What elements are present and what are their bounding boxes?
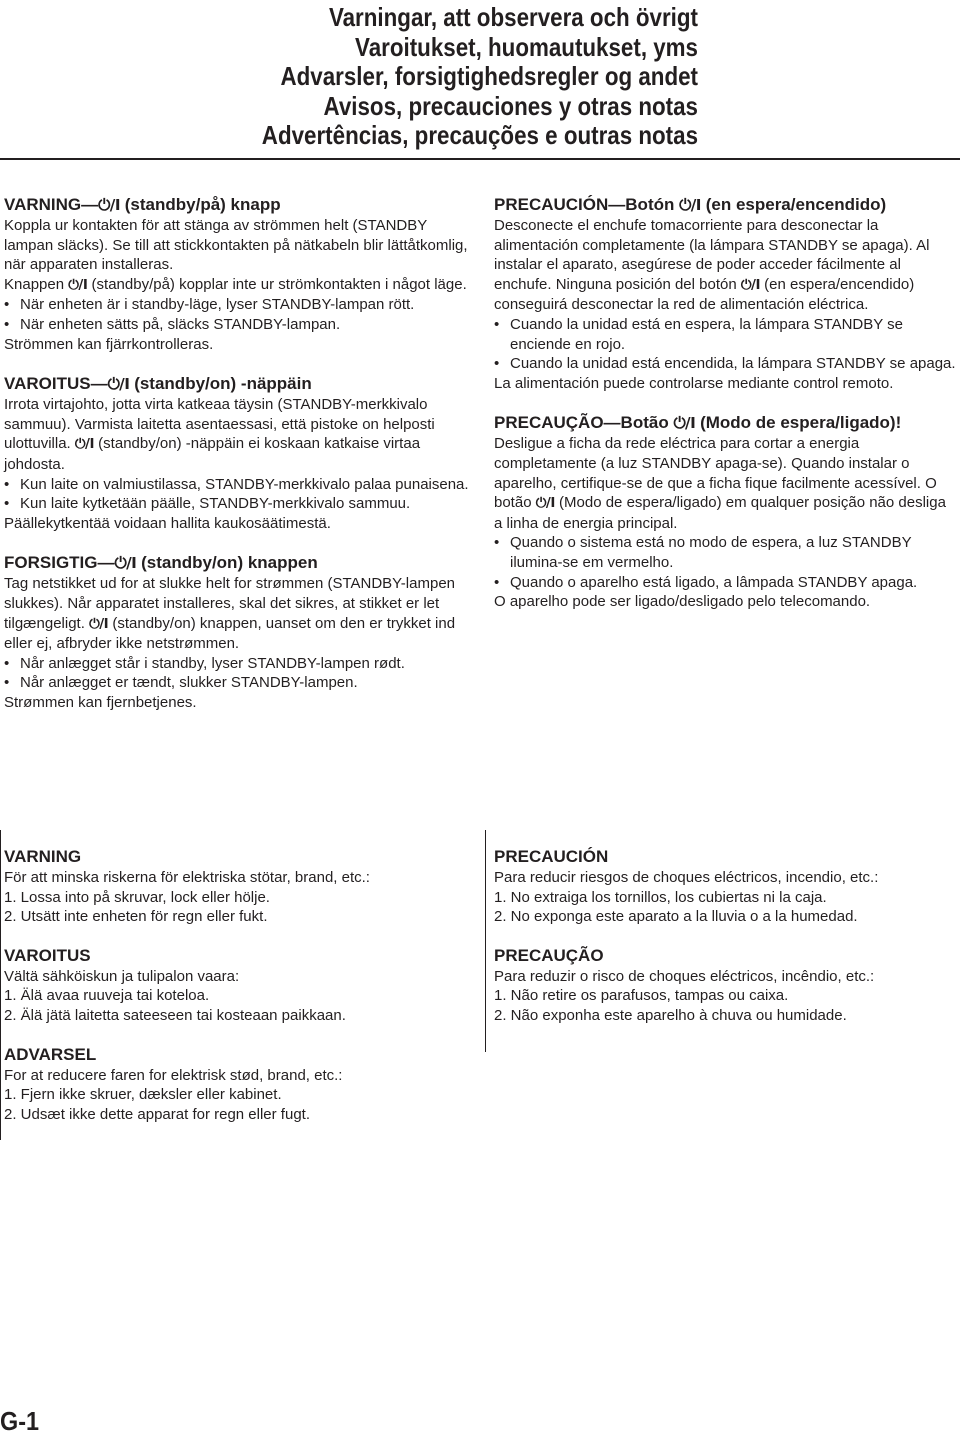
warning-line: 1. No extraiga los tornillos, los cubiertas ni la caja. — [494, 888, 827, 906]
section-heading — [4, 373, 469, 395]
section-heading — [494, 412, 956, 434]
text: Desligue a ficha da rede eléctrica para cortar a energia completamente (a luz STANDBY apaga-se). Quando instalar o aparelho, certifique-se de que a ficha fique facilmente acessível. O botão — [494, 435, 937, 512]
section-danish — [4, 552, 469, 712]
heading-text: FORSIGTIG— — [4, 553, 115, 573]
title-line-fi: Varoitukset, huomautukset, yms — [355, 31, 698, 62]
bullet-item: • Når anlægget er tændt, slukker STANDBY-lampen. — [4, 673, 469, 693]
power-standby-icon: ⏻/I — [68, 276, 88, 293]
bullet-item: • Når anlægget står i standby, lyser STANDBY-lampen rødt. — [4, 654, 469, 674]
heading-text: VARNING— — [4, 195, 99, 214]
warning-line: 2. No exponga este aparato a la lluvia o a la humedad. — [494, 908, 858, 926]
warning-line: Vältä sähköiskun ja tulipalon vaara: — [4, 967, 240, 985]
paragraph — [4, 395, 469, 474]
warning-precaucion — [494, 846, 956, 927]
bullet-item: • Cuando la unidad está encendida, la lámpara STANDBY se apaga. — [494, 354, 956, 374]
bullet-item: • Quando o aparelho está ligado, a lâmpada STANDBY apaga. — [494, 573, 956, 593]
title-line-pt: Advertências, precauções e outras notas — [261, 120, 698, 150]
heading-text: PRECAUÇÃO—Botão — [494, 413, 674, 433]
bullet-item: • Kun laite on valmiustilassa, STANDBY-merkkivalo palaa punaisena. — [4, 475, 469, 495]
warning-box-right-rule — [485, 830, 486, 1052]
warning-heading: PRECAUCIÓN — [494, 847, 609, 866]
warning-line: 2. Não exponha este aparelho à chuva ou humidade. — [494, 1006, 847, 1024]
text: (standby/on) -näppäin ei koskaan katkaise virtaa johdosta. — [4, 435, 421, 473]
bullet-item: • Cuando la unidad está en espera, la lámpara STANDBY se enciende en rojo. — [494, 315, 956, 354]
power-standby-icon: ⏻/I — [98, 196, 121, 214]
section-swedish — [4, 194, 469, 354]
paragraph: O aparelho pode ser ligado/desligado pelo telecomando. — [494, 593, 871, 611]
text: (Modo de espera/ligado) em qualquer posição não desliga a linha de energia principal. — [494, 494, 946, 532]
warnings-right — [494, 846, 956, 1044]
text: (en espera/encendido) conseguirá desconectar la red de alimentación eléctrica. — [494, 275, 915, 314]
title-divider — [0, 158, 960, 160]
warning-line: 1. Älä avaa ruuveja tai koteloa. — [4, 987, 210, 1005]
bullet-item: • Quando o sistema está no modo de espera, a luz STANDBY ilumina-se em vermelho. — [494, 533, 956, 572]
power-standby-icon: ⏻/I — [89, 615, 109, 632]
heading-text: PRECAUCIÓN—Botón — [494, 195, 680, 214]
paragraph: Strömmen kan fjärrkontrolleras. — [4, 335, 214, 353]
paragraph: Päällekytkentää voidaan hallita kaukosäätimestä. — [4, 514, 331, 532]
warning-line: För att minska riskerna för elektriska stötar, brand, etc.: — [4, 869, 370, 886]
title-line-sv: Varningar, att observera och övrigt — [328, 2, 698, 32]
warning-line: 1. Lossa into på skruvar, lock eller hölje. — [4, 888, 270, 906]
power-standby-icon: ⏻/I — [740, 276, 760, 293]
paragraph: Strømmen kan fjernbetjenes. — [4, 693, 197, 711]
warning-heading: ADVARSEL — [4, 1044, 97, 1064]
warning-line: 1. Não retire os parafusos, tampas ou caixa. — [494, 987, 789, 1005]
text: Tag netstikket ud for at slukke helt for strømmen (STANDBY-lampen slukkes). Når apparatet installeres, skal det sikres, at stikket er let tilgængeligt. — [4, 575, 456, 632]
bullet-item: • När enheten sätts på, släcks STANDBY-lampan. — [4, 315, 469, 335]
paragraph — [4, 574, 469, 653]
page-title — [98, 3, 698, 151]
section-heading — [4, 194, 469, 216]
power-standby-icon: ⏻/I — [114, 554, 137, 573]
bullet-item: • Kun laite kytketään päälle, STANDBY-merkkivalo sammuu. — [4, 494, 469, 514]
paragraph — [4, 275, 469, 296]
title-line-da: Advarsler, forsigtighedsregler og andet — [280, 61, 698, 91]
text: (standby/on) knappen, uanset om den er trykket ind eller ej, afbryder ikke netstrømmen. — [4, 614, 456, 653]
warning-box-left-rule — [0, 830, 1, 1140]
text: (standby/på) kopplar inte ur strömkontakten i något läge. — [87, 275, 467, 293]
paragraph: Koppla ur kontakten för att stänga av strömmen helt (STANDBY lampan släcks). Se till att stickkontakten på nätkabeln blir lättåtkomlig, när apparaten installeras. — [4, 217, 468, 274]
section-heading — [494, 194, 956, 216]
paragraph — [494, 216, 956, 315]
power-standby-icon: ⏻/I — [673, 414, 696, 433]
warning-line: 2. Udsæt ikke dette apparat for regn eller fugt. — [4, 1105, 310, 1123]
section-spanish — [494, 194, 956, 393]
warning-line: Para reducir riesgos de choques eléctricos, incendio, etc.: — [494, 869, 879, 886]
right-column — [494, 194, 956, 631]
warning-varoitus — [4, 945, 474, 1026]
left-column — [4, 194, 469, 731]
text: Desconecte el enchufe tomacorriente para desconectar la alimentación completamente (la lámpara STANDBY se apaga). Al instalar el aparato, asegúrese de poder acceder fácilmente al enchufe. Ninguna posición del botón — [494, 217, 930, 293]
power-standby-icon: ⏻/I — [74, 436, 95, 453]
heading-text: VAROITUS— — [4, 374, 108, 394]
text: Knappen — [4, 275, 69, 293]
heading-text: (en espera/encendido) — [701, 195, 887, 214]
heading-text: (standby/on) knappen — [136, 553, 318, 573]
title-line-es: Avisos, precauciones y otras notas — [323, 90, 698, 121]
warning-varning — [4, 846, 474, 927]
heading-text: (Modo de espera/ligado)! — [695, 413, 902, 433]
warnings-left — [4, 846, 474, 1142]
warning-advarsel — [4, 1044, 474, 1125]
section-portuguese — [494, 412, 956, 611]
power-standby-icon: ⏻/I — [679, 196, 701, 214]
warning-heading: PRECAUÇÃO — [494, 945, 604, 965]
text: Irrota virtajohto, jotta virta katkeaa täysin (STANDBY-merkkivalo sammuu). Varmista laitetta asentaessasi, että pistoke on helposti ulottuvilla. — [4, 396, 435, 453]
bullet-item: • När enheten är i standby-läge, lyser STANDBY-lampan rött. — [4, 295, 469, 315]
warning-line: 2. Utsätt inte enheten för regn eller fukt. — [4, 908, 268, 926]
warning-heading: VAROITUS — [4, 945, 91, 965]
heading-text: (standby/on) -näppäin — [129, 374, 312, 394]
warning-heading: VARNING — [4, 847, 82, 866]
paragraph — [494, 434, 956, 533]
warning-line: 2. Älä jätä laitetta sateeseen tai kosteaan paikkaan. — [4, 1006, 346, 1024]
page-number: G-1 — [0, 1406, 40, 1436]
section-heading — [4, 552, 469, 574]
warning-line: 1. Fjern ikke skruer, dæksler eller kabinet. — [4, 1086, 282, 1104]
paragraph: La alimentación puede controlarse mediante control remoto. — [494, 374, 894, 392]
section-finnish — [4, 373, 469, 533]
warning-precaucao — [494, 945, 956, 1026]
power-standby-icon: ⏻/I — [535, 495, 555, 512]
warning-line: For at reducere faren for elektrisk stød, brand, etc.: — [4, 1066, 343, 1084]
warning-line: Para reduzir o risco de choques eléctricos, incêndio, etc.: — [494, 967, 875, 985]
heading-text: (standby/på) knapp — [120, 195, 281, 214]
power-standby-icon: ⏻/I — [107, 375, 130, 394]
